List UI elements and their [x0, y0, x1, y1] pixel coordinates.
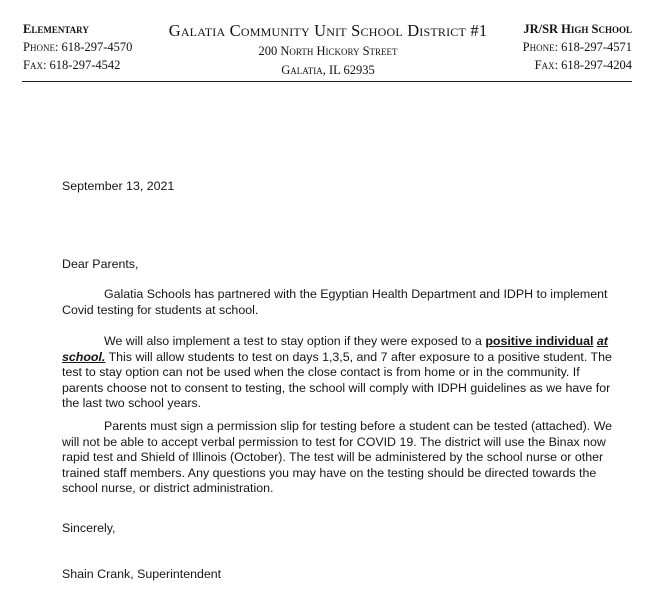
- high-school-contact: [523, 20, 632, 74]
- paragraph-test-to-stay-rest: This will allow students to test on days 1,3,5, and 7 after exposure to a positive student. The test to stay option can not be used when the close contact is from home or in the community. If parents choose not to consent to testing, the school will comply with IDPH guidelines as we have for the last two school years.: [62, 349, 612, 410]
- signature: Shain Crank, Superintendent: [62, 567, 222, 581]
- district-city: Galatia, IL 62935: [281, 63, 375, 77]
- paragraph-test-to-stay-intro: We will also implement a test to stay option if they were exposed to a: [104, 334, 486, 348]
- district-block: [150, 20, 506, 80]
- district-street: 200 North Hickory Street: [258, 44, 398, 58]
- closing: Sincerely,: [62, 521, 116, 535]
- paragraph-partnership-text: Galatia Schools has partnered with the Egyptian Health Department and IDPH to implement Covid testing for students at school.: [62, 287, 608, 317]
- high-school-fax: Fax: 618-297-4204: [534, 58, 632, 72]
- paragraph-test-to-stay: [62, 334, 622, 412]
- elementary-contact: [23, 20, 132, 74]
- high-school-title: JR/SR High School: [523, 22, 632, 36]
- paragraph-permission: [62, 419, 622, 497]
- letterhead: [0, 0, 656, 80]
- elementary-title: Elementary: [23, 22, 89, 36]
- emphasis-positive-individual: positive individual: [485, 334, 594, 348]
- letterhead-divider: [22, 81, 632, 82]
- letter-date: September 13, 2021: [62, 179, 175, 193]
- district-name: Galatia Community Unit School District #1: [168, 21, 488, 40]
- paragraph-permission-text: Parents must sign a permission slip for testing before a student can be tested (attached). We will not be able to accept verbal permission to test for COVID 19. The district will use the Binax now rapid test and Shield of Illinois (October). The test will be administered by the school nurse or other trained staff members. Any questions you may have on the testing should be directed towards the school nurse, or district administration.: [62, 419, 613, 495]
- elementary-fax: Fax: 618-297-4542: [23, 58, 121, 72]
- high-school-phone: Phone: 618-297-4571: [522, 40, 632, 54]
- emphasis-at-school: at school.: [62, 334, 608, 364]
- salutation: Dear Parents,: [62, 257, 139, 271]
- paragraph-partnership: [62, 287, 622, 318]
- elementary-phone: Phone: 618-297-4570: [23, 40, 133, 54]
